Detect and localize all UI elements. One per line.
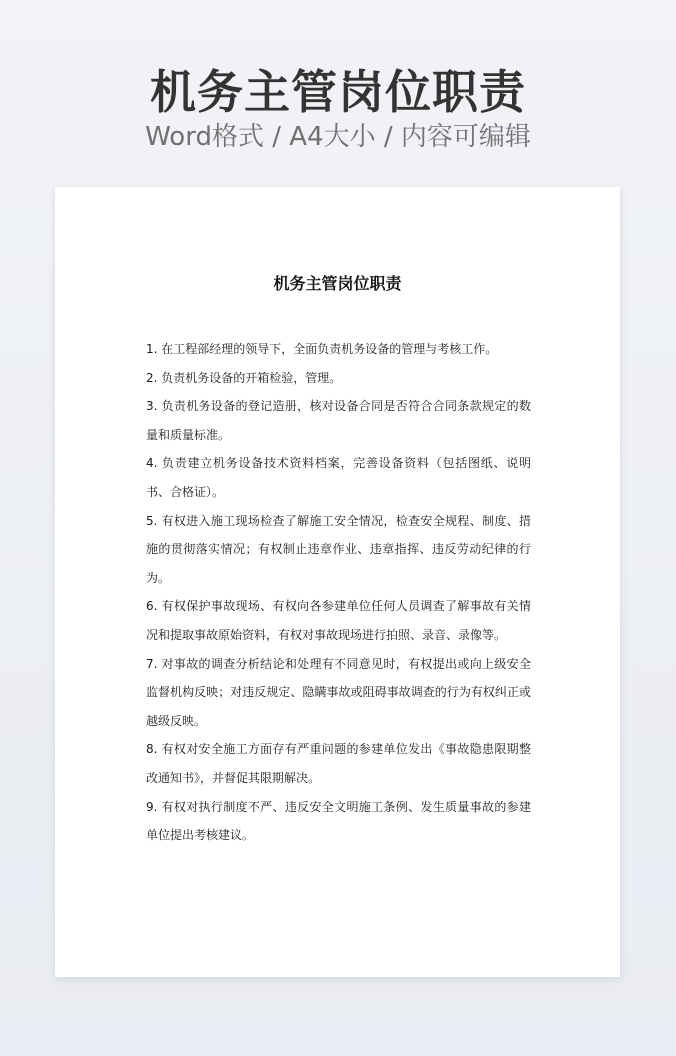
banner-title: 机务主管岗位职责 [150, 65, 526, 119]
duty-item-1: 1. 在工程部经理的领导下，全面负责机务设备的管理与考核工作。 [146, 342, 498, 356]
document-page [55, 187, 620, 977]
duty-item-9: 9. 有权对执行制度不严、违反安全文明施工条例、发生质量事故的参建单位提出考核建议。 [146, 799, 531, 843]
duty-item-4: 4. 负责建立机务设备技术资料档案，完善设备资料（包括图纸、说明书、合格证）。 [146, 456, 531, 499]
duty-item-2: 2. 负责机务设备的开箱检验，管理。 [146, 370, 342, 385]
document-body [146, 335, 531, 850]
duty-item-3: 3. 负责机务设备的登记造册，核对设备合同是否符合合同条款规定的数量和质量标准。 [146, 399, 531, 442]
duty-item-8: 8. 有权对安全施工方面存有严重问题的参建单位发出《事故隐患限期整改通知书》，并督促其限期解决。 [146, 742, 531, 785]
duty-item-7: 7. 对事故的调查分析结论和处理有不同意见时，有权提出或向上级安全监督机构反映；对违反规定、隐瞒事故或阻碍事故调查的行为有权纠正或越级反映。 [146, 656, 531, 728]
duty-item-6: 6. 有权保护事故现场、有权向各参建单位任何人员调查了解事故有关情况和提取事故原始资料，有权对事故现场进行拍照、录音、录像等。 [146, 599, 531, 642]
document-title: 机务主管岗位职责 [273, 274, 402, 293]
banner-subtitle: Word格式 / A4大小 / 内容可编辑 [145, 122, 531, 152]
duty-item-5: 5. 有权进入施工现场检查了解施工安全情况，检查安全规程、制度、措施的贯彻落实情况；有权制止违章作业、违章指挥、违反劳动纪律的行为。 [146, 513, 531, 585]
